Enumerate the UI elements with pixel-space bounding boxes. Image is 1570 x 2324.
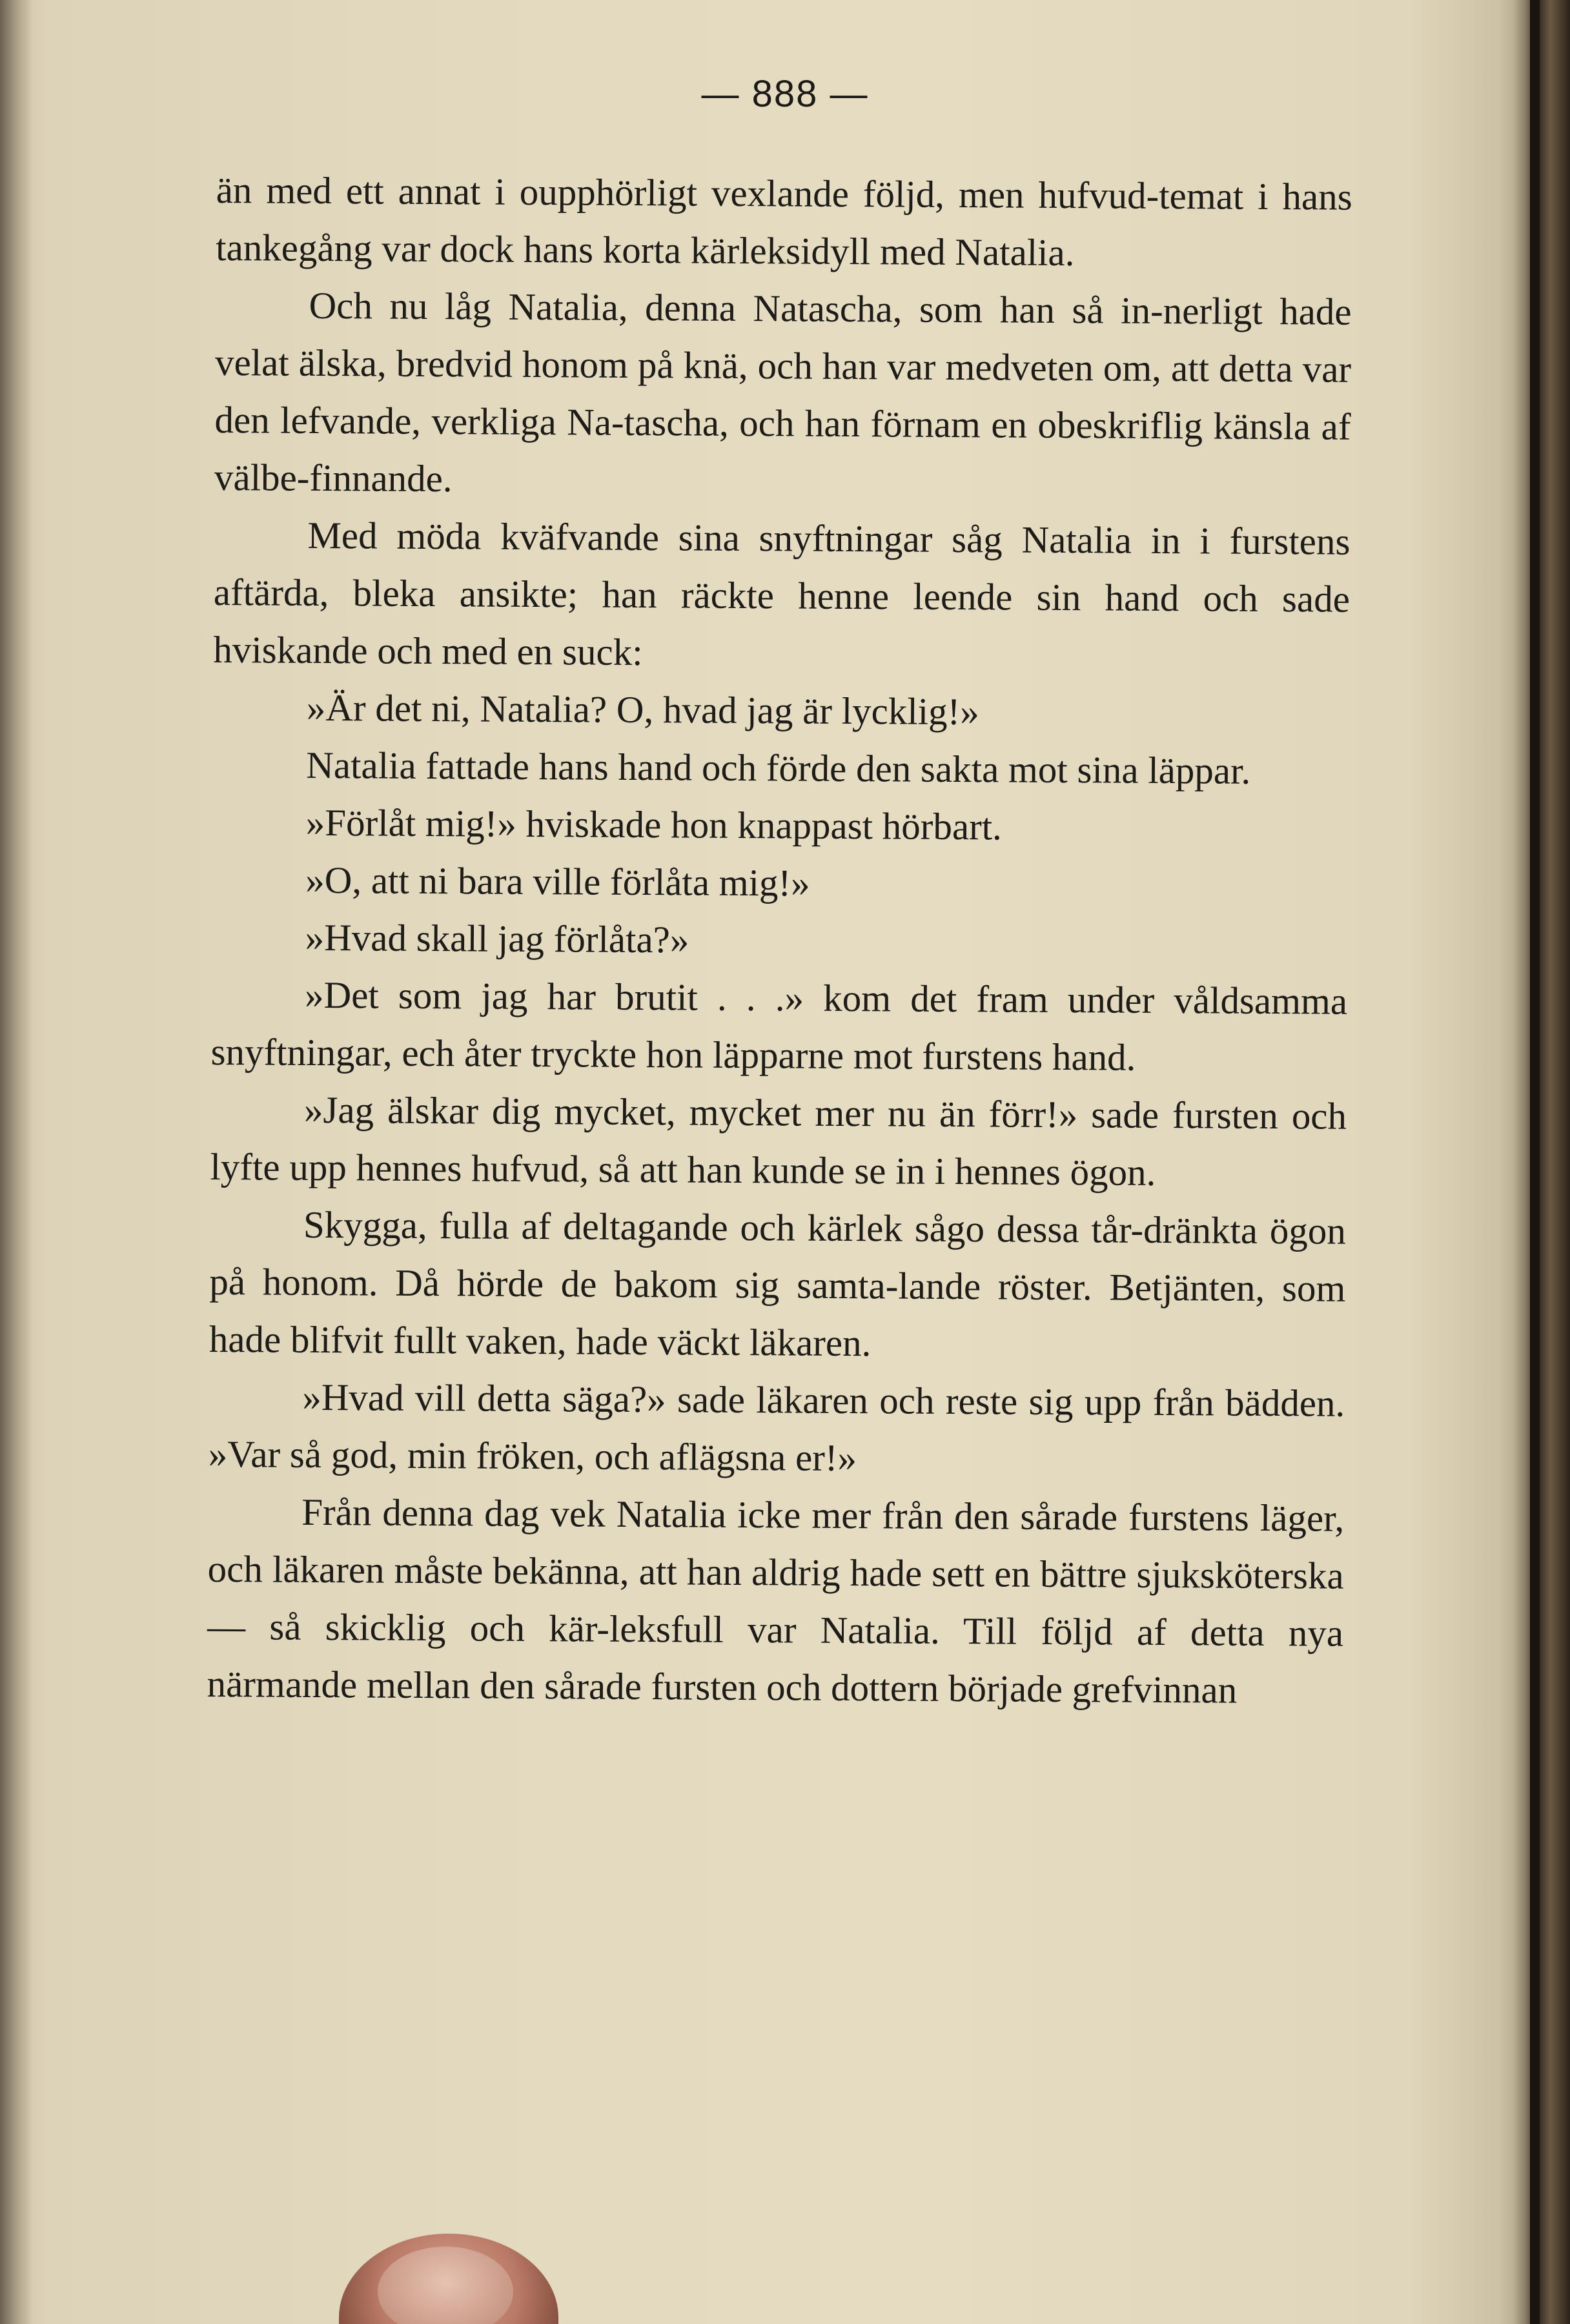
page-gutter-shadow: [0, 0, 32, 2324]
page-edge: [1514, 0, 1530, 2324]
page-number: — 888 —: [701, 73, 869, 115]
paragraph-8: »Hvad skall jag förlåta?»: [305, 915, 689, 961]
paragraph-4: »Är det ni, Natalia? O, hvad jag är lycklig!»: [306, 686, 980, 733]
paragraph-5: Natalia fattade hans hand och förde den sakta mot sina läppar.: [306, 743, 1251, 792]
paragraph-3: Med möda kväfvande sina snyftningar såg Natalia in i furstens aftärda, bleka ansikte; han räckte henne leende sin hand och sade hviskande och med en suck:: [213, 513, 1351, 674]
paragraph-2: Och nu låg Natalia, denna Natascha, som han så in-nerligt hade velat älska, bredvid honom på knä, och han var medveten om, att detta var den lefvande, verkliga Na-tascha, och han förnam en obeskriflig känsla af välbe-finnande.: [214, 283, 1352, 500]
body-text: [207, 161, 1352, 1720]
paragraph-7: »O, att ni bara ville förlåta mig!»: [305, 858, 810, 904]
paragraph-11: Skygga, fulla af deltagande och kärlek sågo dessa tår-dränkta ögon på honom. Då hörde de bakom sig samta-lande röster. Betjänten, som hade blifvit fullt vaken, hade väckt läkaren.: [209, 1203, 1347, 1365]
book-cover-edge: [1540, 0, 1570, 2324]
paragraph-10: »Jag älskar dig mycket, mycket mer nu än förr!» sade fursten och lyfte upp hennes hufvud, så att han kunde se in i hennes ögon.: [210, 1088, 1347, 1194]
paragraph-12: »Hvad vill detta säga?» sade läkaren och reste sig upp från bädden. »Var så god, min fröken, och aflägsna er!»: [208, 1375, 1345, 1480]
paragraph-13: Från denna dag vek Natalia icke mer från den sårade furstens läger, och läkaren måste bekänna, att han aldrig hade sett en bättre sjuksköterska — så skicklig och kär-leksfull var Natalia. Till följd af detta nya närmande mellan den sårade fursten och dottern började grefvinnan: [207, 1490, 1345, 1711]
paragraph-9: »Det som jag har brutit . . .» kom det fram under våldsamma snyftningar, ech åter tryckte hon läpparne mot furstens hand.: [210, 973, 1348, 1079]
paragraph-1: än med ett annat i oupphörligt vexlande följd, men hufvud-temat i hans tankegång var dock hans korta kärleksidyll med Natalia.: [215, 168, 1352, 274]
paragraph-6: »Förlåt mig!» hviskade hon knappast hörbart.: [305, 800, 1003, 848]
